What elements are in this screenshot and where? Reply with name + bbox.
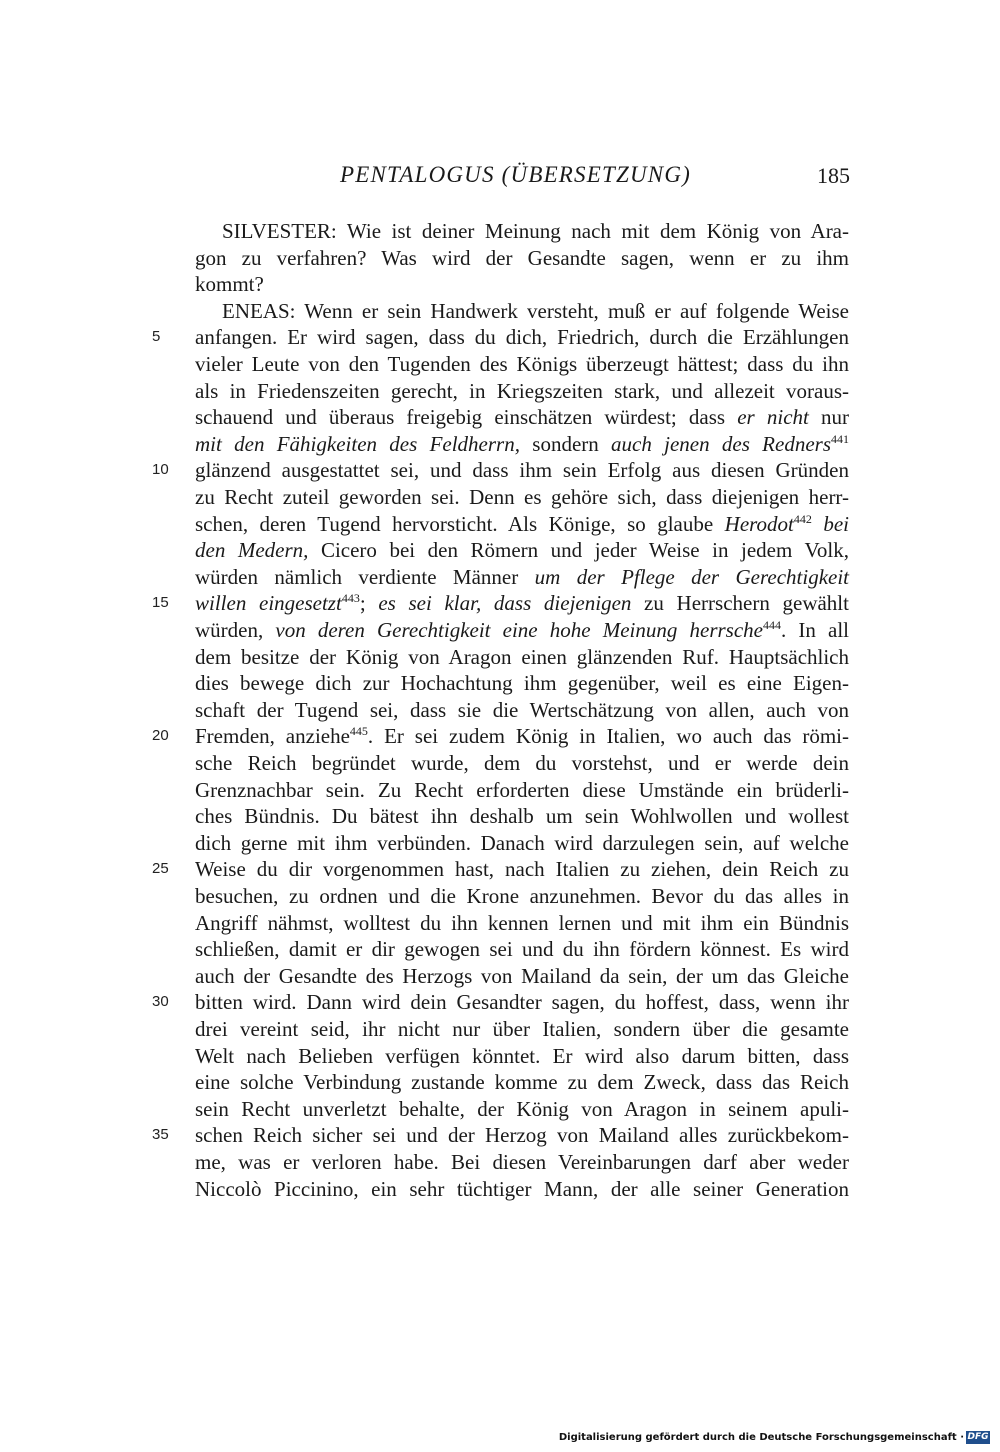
text-line — [195, 351, 849, 378]
text-segment: zu Herrschern gewählt — [631, 591, 849, 616]
text-segment: bitten wird. Dann wird dein Gesandter sagen, du hoffest, dass, wenn ihr — [195, 990, 849, 1015]
text-segment: SILVESTER: Wie ist deiner Meinung nach mit dem König von Ara- — [222, 219, 849, 243]
text-line — [195, 856, 849, 883]
text-line — [195, 750, 849, 777]
text-line — [195, 777, 849, 804]
text-line — [195, 803, 849, 830]
text-line — [195, 989, 849, 1016]
footnote-reference: 441 — [831, 431, 849, 446]
text-line — [195, 1096, 849, 1123]
text-line — [195, 617, 849, 644]
italic-quotation: um der Pflege der Gerechtigkeit — [534, 564, 850, 589]
text-line — [195, 245, 849, 272]
text-segment: Cicero bei den Römern und jeder Weise in jedem Volk, — [308, 538, 849, 563]
text-line — [195, 697, 849, 724]
text-segment: glänzend ausgestattet sei, und dass ihm sein Erfolg aus diesen Gründen — [195, 458, 849, 483]
text-line — [195, 218, 849, 245]
text-segment: sondern — [519, 431, 612, 456]
dfg-logo: DFG — [967, 1432, 989, 1442]
margin-line-number: 30 — [152, 993, 169, 1011]
text-segment: würden, — [195, 618, 276, 642]
margin-line-number: 5 — [152, 328, 161, 346]
text-segment: ; — [359, 591, 379, 616]
text-segment: sein Recht unverletzt behalte, der König von Aragon in seinem apuli- — [195, 1096, 849, 1121]
footnote-reference: 445 — [349, 724, 368, 739]
text-line — [195, 564, 849, 591]
margin-line-number: 10 — [152, 461, 169, 479]
text-line — [195, 271, 849, 298]
text-segment: drei vereint seid, ihr nicht nur über Italien, sondern über die gesamte — [195, 1017, 849, 1041]
text-line — [195, 1069, 849, 1096]
text-line — [195, 883, 849, 910]
text-line — [195, 457, 849, 484]
text-segment: zu Recht zuteil geworden sei. Denn es gehöre sich, dass diejenigen herr- — [195, 485, 849, 509]
text-segment: Welt nach Belieben verfügen könntet. Er wird also darum bitten, dass — [195, 1043, 849, 1068]
text-line — [195, 404, 849, 431]
text-segment: ENEAS: Wenn er sein Handwerk versteht, muß er auf folgende Weise — [222, 298, 849, 323]
text-segment: schauend und überaus freigebig einschätzen würdest; dass — [195, 405, 738, 430]
text-line — [195, 511, 849, 538]
footnote-reference: 444 — [763, 618, 781, 632]
running-title: PENTALOGUS (ÜBERSETZUNG) — [340, 162, 692, 187]
text-line — [195, 1176, 849, 1203]
text-segment: Weise du dir vorgenommen hast, nach Italien zu ziehen, dein Reich zu — [195, 857, 849, 882]
footnote-reference: 443 — [341, 591, 360, 606]
text-segment: schließen, damit er dir gewogen sei und du ihn fördern könnest. Es wird — [195, 937, 849, 962]
text-segment — [812, 512, 823, 536]
text-segment: eine solche Verbindung zustande komme zu dem Zweck, dass das Reich — [195, 1070, 849, 1095]
text-segment: schaft der Tugend sei, dass sie die Wertschätzung von allen, auch von — [195, 697, 849, 722]
text-line — [195, 324, 849, 351]
digitization-credit: Digitalisierung gefördert durch die Deutsche Forschungsgemeinschaft · — [558, 1432, 964, 1443]
italic-quotation: auch jenen des Redners — [611, 431, 831, 456]
text-line — [195, 431, 849, 458]
italic-quotation: er nicht — [737, 405, 809, 430]
italic-quotation: Herodot — [724, 511, 794, 536]
text-line — [195, 1016, 849, 1043]
margin-line-number: 15 — [152, 594, 169, 612]
text-segment: schen Reich sicher sei und der Herzog von Mailand alles zurückbekom- — [195, 1123, 849, 1148]
text-segment: anfangen. Er wird sagen, dass du dich, Friedrich, durch die Erzählungen — [195, 325, 849, 350]
text-line — [195, 1149, 849, 1176]
text-segment: dich gerne mit ihm verbünden. Danach wird darzulegen sein, auf welche — [195, 830, 849, 855]
text-segment: Grenznachbar sein. Zu Recht erforderten diese Umstände ein brüderli- — [195, 777, 849, 802]
text-segment: auch der Gesandte des Herzogs von Mailand da sein, der um das Gleiche — [195, 963, 849, 988]
text-segment: Niccolò Piccinino, ein sehr tüchtiger Mann, der alle seiner Generation — [195, 1176, 849, 1201]
italic-quotation: von deren Gerechtigkeit eine hohe Meinung herrsche — [275, 618, 763, 642]
text-segment: Angriff nähmst, wolltest du ihn kennen lernen und mit ihm ein Bündnis — [195, 910, 849, 935]
text-line — [195, 963, 849, 990]
italic-quotation: mit den Fähigkeiten des Feldherrn, — [195, 431, 520, 456]
text-segment: Fremden, anziehe — [195, 724, 350, 749]
text-segment: vieler Leute von den Tugenden des Königs überzeugt hättest; dass du ihn — [195, 352, 849, 376]
text-line — [195, 670, 849, 697]
text-line — [195, 378, 849, 405]
text-segment: . In all — [781, 618, 850, 642]
margin-line-number: 35 — [152, 1126, 169, 1144]
text-line — [195, 1122, 849, 1149]
text-line — [195, 910, 849, 937]
text-line — [195, 830, 849, 857]
text-segment: dem besitze der König von Aragon einen glänzenden Ruf. Hauptsächlich — [195, 644, 849, 669]
italic-quotation: willen eingesetzt — [195, 591, 342, 616]
text-segment: me, was er verloren habe. Bei diesen Vereinbarungen darf aber weder — [195, 1150, 849, 1174]
text-line — [195, 723, 849, 750]
footnote-reference: 442 — [793, 511, 812, 526]
page-number: 185 — [817, 163, 850, 188]
text-segment: kommt? — [195, 272, 264, 297]
text-segment: ches Bündnis. Du bätest ihn deshalb um sein Wohlwollen und wollest — [195, 804, 849, 829]
text-segment: . Er sei zudem König in Italien, wo auch das römi- — [367, 724, 849, 749]
margin-line-number: 25 — [152, 860, 169, 878]
text-segment: dies bewege dich zur Hochachtung ihm gegenüber, weil es eine Eigen- — [195, 671, 849, 696]
text-line — [195, 484, 849, 511]
italic-quotation: den Medern, — [195, 538, 309, 563]
text-segment: würden nämlich verdiente Männer — [195, 564, 535, 589]
text-line — [195, 298, 849, 325]
text-line — [195, 590, 849, 617]
margin-line-number: 20 — [152, 727, 169, 745]
italic-quotation: es sei klar, dass diejenigen — [378, 591, 632, 616]
text-line — [195, 936, 849, 963]
text-line — [195, 537, 849, 564]
text-segment: schen, deren Tugend hervorsticht. Als Könige, so glaube — [195, 511, 725, 536]
text-segment: besuchen, zu ordnen und die Krone anzunehmen. Bevor du das alles in — [195, 884, 849, 908]
text-line — [195, 644, 849, 671]
text-segment: gon zu verfahren? Was wird der Gesandte sagen, wenn er zu ihm — [195, 245, 849, 270]
text-line — [195, 1043, 849, 1070]
text-segment: als in Friedenszeiten gerecht, in Kriegszeiten stark, und allezeit voraus- — [195, 378, 849, 403]
text-segment: sche Reich begründet wurde, dem du vorstehst, und er werde dein — [195, 751, 849, 775]
text-segment: nur — [808, 405, 850, 430]
italic-quotation: bei — [823, 511, 849, 536]
